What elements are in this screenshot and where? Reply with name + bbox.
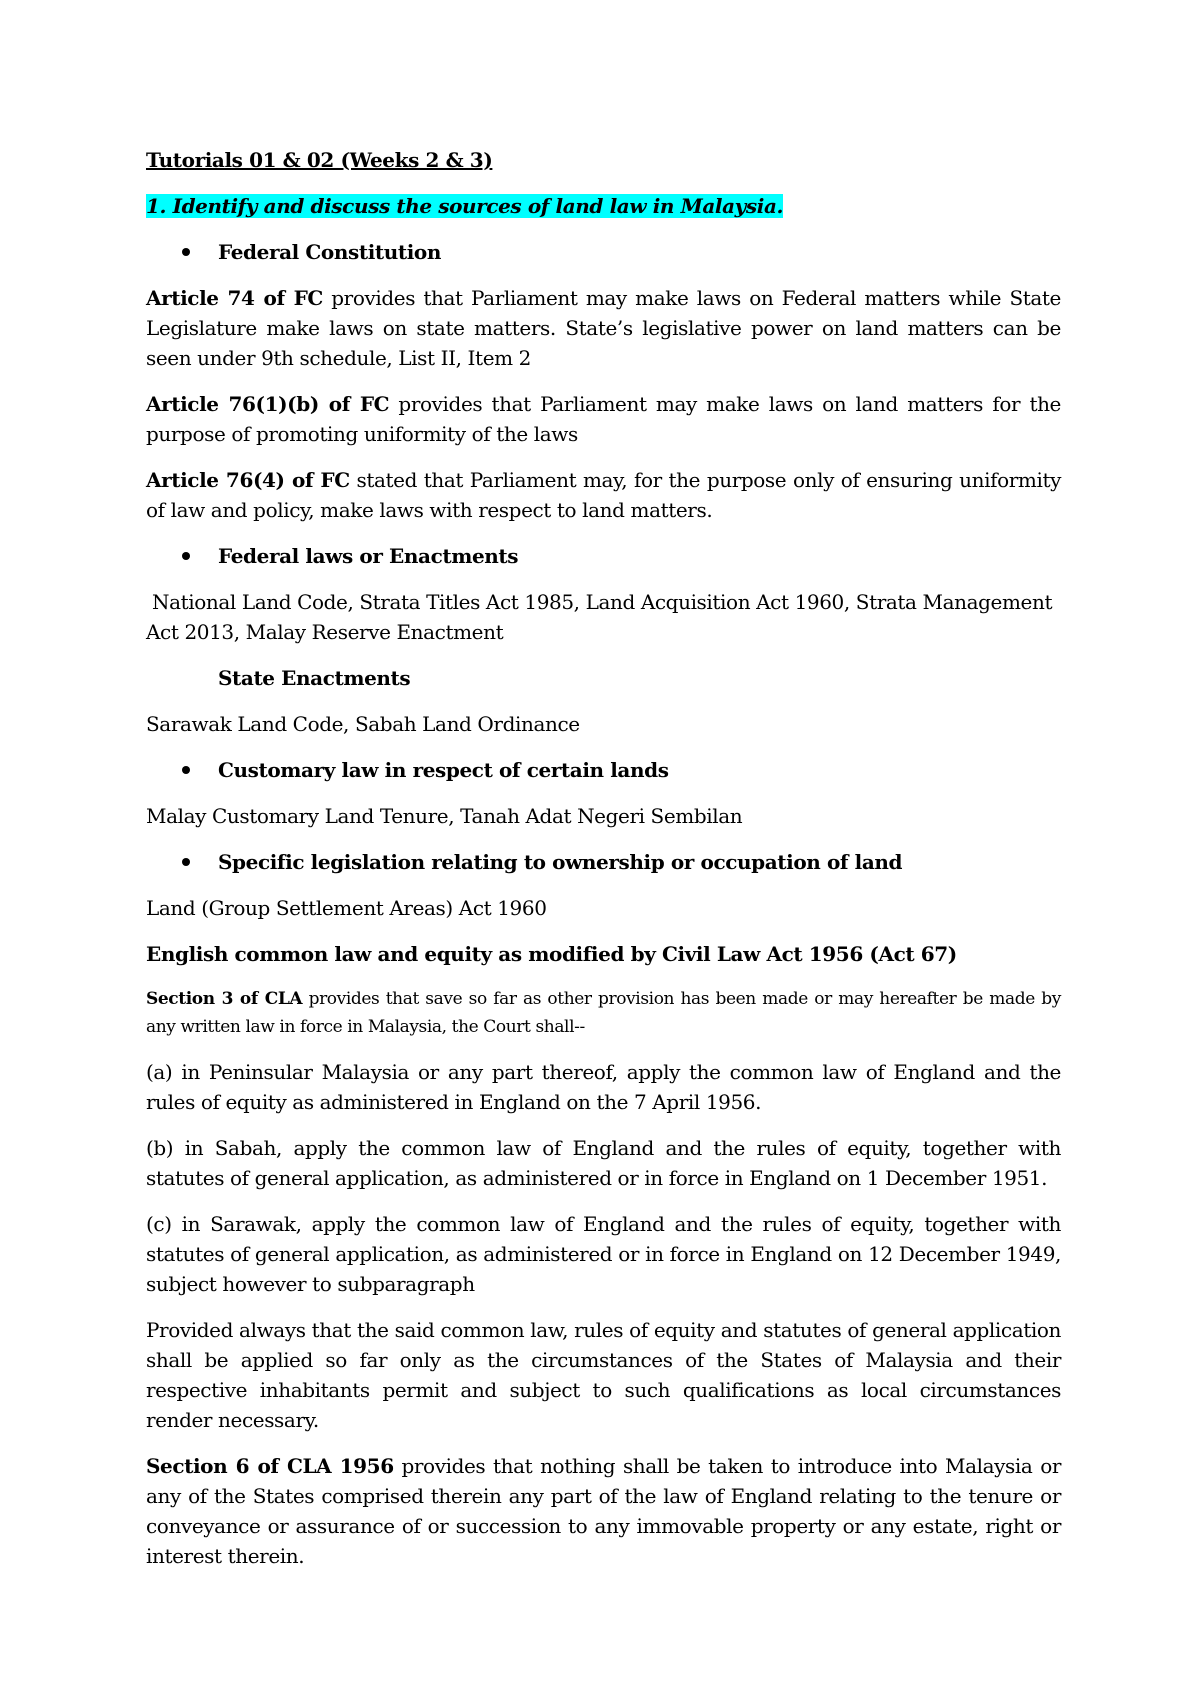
state-enactments-text: Sarawak Land Code, Sabah Land Ordinance [146, 712, 580, 736]
article-76-1-b-paragraph [146, 389, 1061, 449]
bullet-federal-constitution [182, 237, 1061, 267]
bullet-icon [182, 552, 190, 560]
section-text: provides that save so far as other provision has been made or may hereafter be made by any written law in force in Malaysia, the Court shall-- [146, 989, 1061, 1037]
proviso-paragraph: Provided always that the said common law, rules of equity and statutes of general application shall be applied so far only as the circumstances of the States of Malaysia and their respective inhabitants permit and subject to such qualifications as local circumstances render necessary. [146, 1318, 1061, 1432]
federal-laws-text: National Land Code, Strata Titles Act 1985, Land Acquisition Act 1960, Strata Management Act 2013, Malay Reserve Enactment [146, 590, 1059, 644]
article-76-4-paragraph [146, 465, 1061, 525]
bullet-icon [182, 248, 190, 256]
bullet-icon [182, 766, 190, 774]
section-6-paragraph [146, 1451, 1061, 1571]
section-ref: Section 3 of CLA [146, 989, 303, 1009]
question-highlight: 1. Identify and discuss the sources of land law in Malaysia. [146, 194, 784, 218]
specific-legislation-text: Land (Group Settlement Areas) Act 1960 [146, 896, 547, 920]
section-3-paragraph [146, 985, 1061, 1041]
customary-law-text: Malay Customary Land Tenure, Tanah Adat Negeri Sembilan [146, 804, 743, 828]
bullet-heading: Federal Constitution [218, 240, 441, 264]
bullet-specific-legislation [182, 847, 1061, 877]
article-text: provides that Parliament may make laws on Federal matters while State Legislature make laws on state matters. State’s legislative power on land matters can be seen under 9th schedule, List II, Item 2 [146, 286, 1061, 370]
article-ref: Article 74 of FC [146, 286, 323, 310]
clause-a-paragraph: (a) in Peninsular Malaysia or any part thereof, apply the common law of England and the rules of equity as administered in England on the 7 April 1956. [146, 1060, 1061, 1114]
english-law-heading: English common law and equity as modified by Civil Law Act 1956 (Act 67) [146, 942, 957, 966]
bullet-customary-law [182, 755, 1061, 785]
clause-b-paragraph: (b) in Sabah, apply the common law of England and the rules of equity, together with statutes of general application, as administered or in force in England on 1 December 1951. [146, 1136, 1061, 1190]
state-enactments-heading: State Enactments [218, 666, 411, 690]
article-74-paragraph [146, 283, 1061, 373]
bullet-heading: Customary law in respect of certain lands [218, 758, 669, 782]
document-body [146, 145, 1061, 1571]
question-heading [146, 191, 1061, 221]
bullet-heading: Federal laws or Enactments [218, 544, 519, 568]
bullet-heading: Specific legislation relating to ownership or occupation of land [218, 850, 903, 874]
bullet-federal-laws [182, 541, 1061, 571]
section-ref: Section 6 of CLA 1956 [146, 1454, 394, 1478]
article-text: provides that Parliament may make laws on land matters for the purpose of promoting uniformity of the laws [146, 392, 1061, 446]
article-ref: Article 76(4) of FC [146, 468, 350, 492]
section-text: provides that nothing shall be taken to introduce into Malaysia or any of the States comprised therein any part of the law of England relating to the tenure or conveyance or assurance of or succession to any immovable property or any estate, right or interest therein. [146, 1454, 1061, 1568]
bullet-icon [182, 858, 190, 866]
clause-c-paragraph: (c) in Sarawak, apply the common law of England and the rules of equity, together with statutes of general application, as administered or in force in England on 12 December 1949, subject however to subparagraph [146, 1212, 1061, 1296]
article-text: stated that Parliament may, for the purpose only of ensuring uniformity of law and policy, make laws with respect to land matters. [146, 468, 1061, 522]
document-title: Tutorials 01 & 02 (Weeks 2 & 3) [146, 148, 493, 172]
article-ref: Article 76(1)(b) of FC [146, 392, 390, 416]
